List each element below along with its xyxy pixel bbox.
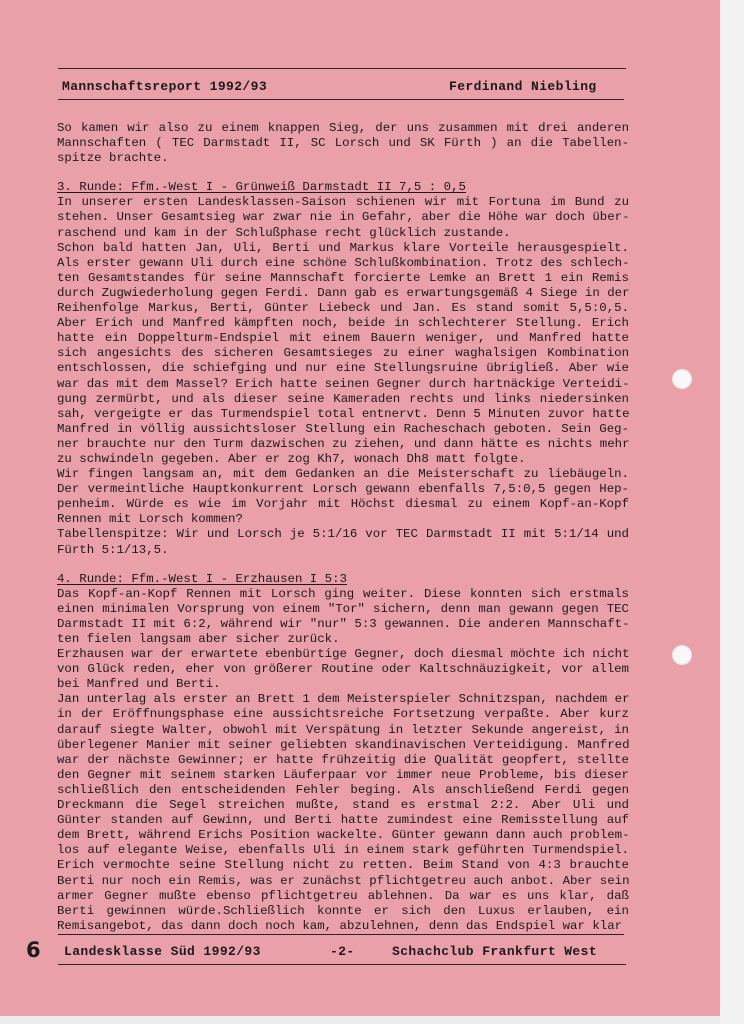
text-line: Darmstadt II mit 6:2, während wir "nur" 5:3 gewannen. Die anderen Mannschaft- (57, 616, 630, 631)
header-bottom-rule (58, 99, 624, 100)
footer-league: Landesklasse Süd 1992/93 (64, 944, 261, 959)
header-title: Mannschaftsreport 1992/93 (62, 79, 268, 94)
text-line: raschend und kam in der Schlußphase recht glücklich zustande. (57, 225, 511, 240)
text-line: So kamen wir also zu einem knappen Sieg, der uns zusammen mit drei anderen (57, 121, 629, 135)
round3-section (57, 180, 629, 557)
text-line: Rennen mit Lorsch kommen? (57, 512, 243, 527)
text-line: bei Manfred und Berti. (57, 677, 221, 692)
footer-bottom-rule (58, 964, 626, 965)
punch-hole-upper (672, 369, 692, 389)
scanner-margin (720, 0, 744, 1024)
text-line: einen minimalen Vorsprung von einem "Tor" sichern, denn man gewann gegen TEC (57, 601, 629, 616)
text-line: spitze brachte. (57, 151, 169, 166)
text-line: war das mit dem Massel? Erich hatte seinen Gegner durch hartnäckige Verteidi- (57, 376, 630, 391)
punch-hole-lower (672, 645, 692, 665)
text-line: los auf elegante Weise, ebenfalls Uli in einem stark geführten Turmendspiel. (57, 843, 629, 858)
text-line: den Gegner mit seinem starken Läuferpaar vor immer neue Probleme, bis dieser (57, 767, 629, 782)
text-line: Reihenfolge Markus, Berti, Günter Liebeck und Jan. Es stand somit 5,5:0,5. (57, 301, 629, 316)
text-line: überlegener Manier mit seiner geliebten skandinavischen Verteidigung. Manfred (57, 737, 630, 752)
text-line: Fürth 5:1/13,5. (57, 542, 169, 557)
text-line: schließlich den entscheidenden Fehler beging. Als anschließend Ferdi gegen (57, 782, 629, 797)
round3-heading: 3. Runde: Ffm.-West I - Grünweiß Darmstadt II 7,5 : 0,5 (57, 180, 466, 195)
text-line: stehen. Unser Gesamtsieg war zwar nie in Gefahr, aber die Höhe war doch über- (57, 210, 630, 225)
text-line: hatte ein Doppelturm-Endspiel mit einem Bauern weniger, und Manfred hatte (57, 331, 629, 346)
footer-club: Schachclub Frankfurt West (392, 944, 598, 959)
text-line: in der Eröffnungsphase eine aussichtsreiche Fortsetzung verpaßte. Aber kurz (57, 707, 629, 722)
text-line: Als erster gewann Uli durch eine schöne Schlußkombination. Trotz des schlech- (57, 255, 630, 270)
text-line: Erzhausen war der erwartete ebenbürtige Gegner, doch diesmal möchte ich nicht (57, 647, 630, 662)
text-line: Das Kopf-an-Kopf Rennen mit Lorsch ging weiter. Diese konnten sich erstmals (57, 586, 629, 601)
round4-section (57, 572, 629, 934)
header-author: Ferdinand Niebling (449, 79, 597, 94)
text-line: zu schwindeln gegeben. Aber er zog Kh7, wonach Dh8 matt folgte. (57, 451, 526, 466)
round4-heading: 4. Runde: Ffm.-West I - Erzhausen I 5:3 (57, 571, 347, 586)
text-line: Manfred in völlig aussichtsloser Stellung ein Racheschach geboten. Sein Geg- (57, 421, 629, 436)
text-line: entschlossen, die schiefging und nur eine Stellungsruine übrigließ. Aber wie (57, 361, 629, 376)
text-line: Günter standen auf Gewinn, und Berti hatte zumindest eine Remisstellung auf (57, 813, 629, 828)
footer-top-rule (58, 934, 624, 935)
page-number: 6 (26, 938, 41, 962)
text-line: In unserer ersten Landesklassen-Saison schienen wir mit Fortuna im Bund zu (57, 195, 629, 210)
text-line: Jan unterlag als erster an Brett 1 dem Meisterspieler Schnitzspan, nachdem er (57, 692, 630, 707)
text-line: Remisangebot, das dann doch noch kam, abzulehnen, denn das Endspiel war klar (57, 918, 623, 933)
text-line: darauf siegte Walter, obwohl mit Verspätung in letzter Sekunde angereist, in (57, 722, 629, 737)
header-top-rule (58, 68, 626, 69)
text-line: durch Zugwiederholung gegen Ferdi. Dann gab es erwartungsgemäß 4 Siege in der (57, 285, 630, 300)
text-line: armer Gegner mußte ebenso pflichtgetreu ablehnen. Da war es uns klar, daß (57, 888, 629, 903)
text-line: Wir fingen langsam an, mit dem Gedanken an die Meisterschaft zu liebäugeln. (57, 467, 629, 482)
text-line: Aber Erich und Manfred kämpften noch, beide in schlechterer Stellung. Erich (57, 316, 629, 331)
text-line: Schon bald hatten Jan, Uli, Berti und Markus klare Vorteile herausgespielt. (57, 240, 629, 255)
text-line: von Glück reden, eher von größerer Routine oder Kaltschnäuzigkeit, vor allem (57, 662, 629, 677)
text-line: ten fielen langsam aber sicher zurück. (57, 632, 340, 646)
text-line: Dreckmann die Segel streichen mußte, stand es erstmal 2:2. Aber Uli und (57, 798, 629, 813)
text-line: ner brauchte nur den Turm dazwischen zu ziehen, und dann hätte es nichts mehr (57, 436, 630, 451)
text-line: Berti nur noch ein Remis, was er zunächst pflichtgetreu auch anbot. Aber sein (57, 873, 630, 888)
footer-page-label: -2- (330, 944, 355, 959)
text-line: penheim. Würde es wie im Vorjahr mit Höchst diesmal zu einem Kopf-an-Kopf (57, 497, 629, 512)
text-line: sich angesichts des sicheren Gesamtsieges zu einer waghalsigen Kombination (57, 346, 629, 361)
text-line: dem Brett, während Erichs Position wackelte. Günter gewann dann auch problem- (57, 828, 630, 843)
report-body (57, 121, 629, 934)
text-line: Berti gewinnen würde.Schließlich konnte er sich den Luxus erlauben, ein (57, 903, 629, 918)
text-line: sah, vergeigte er das Turmendspiel total entnervt. Denn 5 Minuten zuvor hatte (57, 406, 630, 421)
text-line: Tabellenspitze: Wir und Lorsch je 5:1/16 vor TEC Darmstadt II mit 5:1/14 und (57, 527, 629, 542)
text-line: Mannschaften ( TEC Darmstadt II, SC Lorsch und SK Fürth ) an die Tabellen- (57, 136, 629, 151)
intro-paragraph (57, 121, 629, 166)
text-line: Der vermeintliche Hauptkonkurrent Lorsch gewann ebenfalls 7,5:0,5 gegen Hep- (57, 482, 629, 497)
text-line: Erich vermochte seine Stellung nicht zu retten. Beim Stand von 4:3 brauchte (57, 858, 629, 873)
text-line: gung zermürbt, und als dieser seine Kameraden rechts und links niedersinken (57, 391, 629, 406)
text-line: ten Gesamtstandes für seine Mannschaft forcierte Lemke an Brett 1 ein Remis (57, 270, 629, 285)
text-line: war der nächste Gewinner; er hatte frühzeitig die Qualität geopfert, stellte (57, 752, 629, 767)
